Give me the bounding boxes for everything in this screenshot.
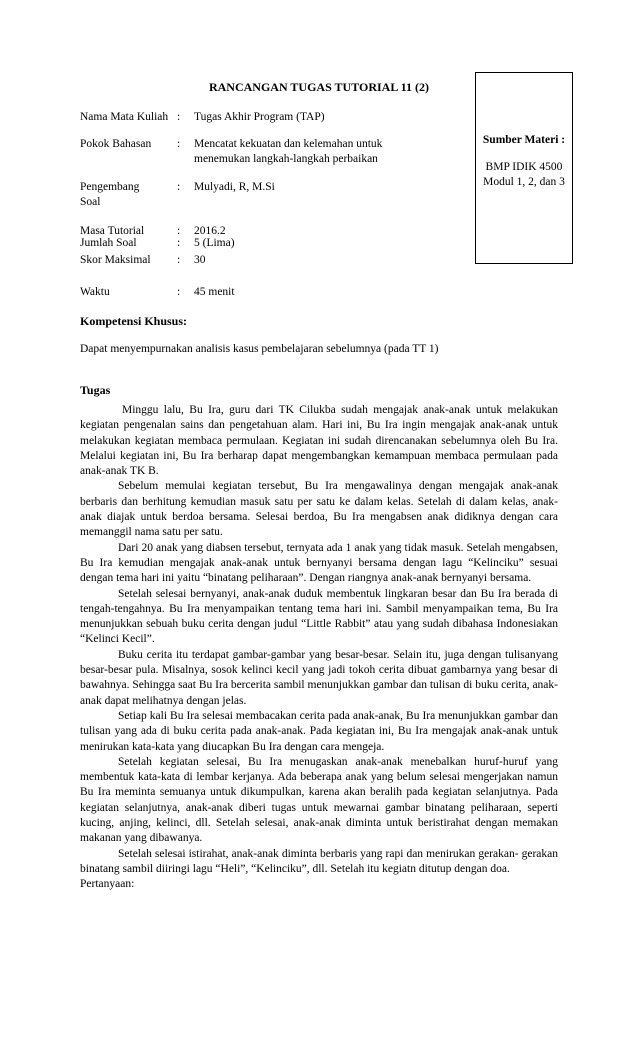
meta-value-pokok-bahasan: Mencatat kekuatan dan kelemahan untuk menemukan langkah-langkah perbaikan	[194, 138, 383, 165]
meta-value-pengembang-soal: Mulyadi, R, M.Si	[194, 181, 275, 193]
tugas-paragraph: Setiap kali Bu Ira selesai membacakan cerita pada anak-anak, Bu Ira menunjukkan gambar dan tulisan yang ada di buku cerita pada anak-anak. Pada kegiatan ini, Bu Ira mengajak anak-anak untuk menirukan kata-kata yang diucapkan Bu Ira dengan cara mengeja.	[80, 709, 558, 753]
document-title: RANCANGAN TUGAS TUTORIAL 11 (2)	[208, 80, 430, 94]
meta-value-masa-tutorial: 2016.2	[194, 225, 226, 237]
meta-label-nama-mata-kuliah: Nama Mata Kuliah	[80, 111, 169, 123]
meta-label-masa-tutorial: Masa Tutorial	[80, 225, 145, 237]
sumber-materi-body: BMP IDIK 4500 Modul 1, 2, dan 3	[483, 161, 565, 188]
tugas-paragraph: Buku cerita itu terdapat gambar-gambar yang besar-besar. Selain itu, juga dengan tulisanyang besar-besar pula. Misalnya, sosok kelinci kecil yang jadi tokoh cerita dibuat gambarnya yang besar di bawahnya. Sehingga saat Bu Ira bercerita sambil menunjukkan gambar dan tulisan di buku cerita, anak-anak dapat melihatnya dengan jelas.	[80, 648, 558, 707]
pertanyaan-label: Pertanyaan:	[80, 878, 135, 891]
tugas-heading: Tugas	[80, 383, 111, 397]
sumber-materi-box	[475, 72, 573, 264]
tugas-paragraph: Setelah selesai bernyanyi, anak-anak duduk membentuk lingkaran besar dan Bu Ira berada di tengah-tengahnya. Bu Ira menyampaikan tentang tema hari ini. Sambil menyampaikan tema, Bu Ira menunjukkan sebuah buku cerita dengan judul “Little Rabbit” atau yang sudah dibahasa Indonesiakan “Kelinci Kecil”.	[80, 587, 558, 646]
meta-colon: :	[177, 111, 181, 123]
meta-colon: :	[177, 254, 181, 266]
tugas-paragraph: Setelah selesai istirahat, anak-anak diminta berbaris yang rapi dan menirukan gerakan- gerakan binatang sambil diiringi lagu “Heli”, “Kelinciku”, dll. Setelah itu kegiatn ditutup dengan doa.	[80, 847, 558, 875]
sumber-materi-title: Sumber Materi :	[482, 134, 566, 146]
tugas-paragraph: Sebelum memulai kegiatan tersebut, Bu Ira mengawalinya dengan mengajak anak-anak berbaris dan berhitung kemudian masuk satu per satu ke dalam kelas. Setelah di dalam kelas, anak-anak diajak untuk berdoa bersama. Selesai berdoa, Bu Ira mengabsen anak didiknya dengan cara memanggil nama satu per satu.	[80, 480, 558, 539]
meta-value-waktu: 45 menit	[194, 286, 235, 298]
meta-colon: :	[177, 181, 181, 193]
meta-label-pokok-bahasan: Pokok Bahasan	[80, 138, 152, 150]
meta-label-jumlah-soal: Jumlah Soal	[80, 237, 137, 249]
meta-colon: :	[177, 138, 181, 150]
tugas-body	[80, 403, 558, 893]
meta-colon: :	[177, 286, 181, 298]
meta-value-nama-mata-kuliah: Tugas Akhir Program (TAP)	[194, 111, 325, 123]
kompetensi-heading: Kompetensi Khusus:	[80, 314, 188, 328]
meta-value-jumlah-soal: 5 (Lima)	[194, 237, 235, 249]
meta-colon: :	[177, 225, 181, 237]
tugas-paragraph: Dari 20 anak yang diabsen tersebut, ternyata ada 1 anak yang tidak masuk. Setelah mengabsen, Bu Ira kemudian mengajak anak-anak untuk bernyanyi bersama dengan lagu “Kelinciku” sesuai dengan tema hari ini yaitu “binatang peliharaan”. Dengan riangnya anak-anak bernyanyi bersama.	[80, 541, 558, 585]
tugas-paragraph: Setelah kegiatan selesai, Bu Ira menugaskan anak-anak menebalkan huruf-huruf yang membentuk kata-kata di lembar kerjanya. Ada beberapa anak yang belum selesai mengerjakan namun Bu Ira meminta semuanya untuk dikumpulkan, karena akan beralih pada kegiatan selanjutnya. Pada kegiatan selanjutnya, anak-anak diberi tugas untuk mewarnai gambar binatang peliharaan, seperti kucing, anjing, kelinci, dll. Setelah selesai, anak-anak diminta untuk beristirahat dengan memakan makanan yang dibawanya.	[80, 755, 558, 845]
meta-label-skor-maksimal: Skor Maksimal	[80, 254, 151, 266]
meta-label-pengembang-soal: Pengembang Soal	[80, 181, 140, 208]
kompetensi-text: Dapat menyempurnakan analisis kasus pembelajaran sebelumnya (pada TT 1)	[80, 343, 439, 355]
tugas-paragraph: Minggu lalu, Bu Ira, guru dari TK Cilukba sudah mengajak anak-anak untuk melakukan kegiatan pengenalan sains dan pengetahuan alam. Hari ini, Bu Ira ingin mengajak anak-anak untuk melakukan kegiatan membaca permulaan. Kegiatan ini sudah direncanakan sebelumnya oleh Bu Ira. Melalui kegiatan ini, Bu Ira berharap dapat mengembangkan kemampuan membaca permulaan pada anak-anak TK B.	[80, 404, 558, 478]
meta-colon: :	[177, 237, 181, 249]
meta-label-waktu: Waktu	[80, 286, 110, 298]
meta-value-skor-maksimal: 30	[194, 254, 206, 266]
